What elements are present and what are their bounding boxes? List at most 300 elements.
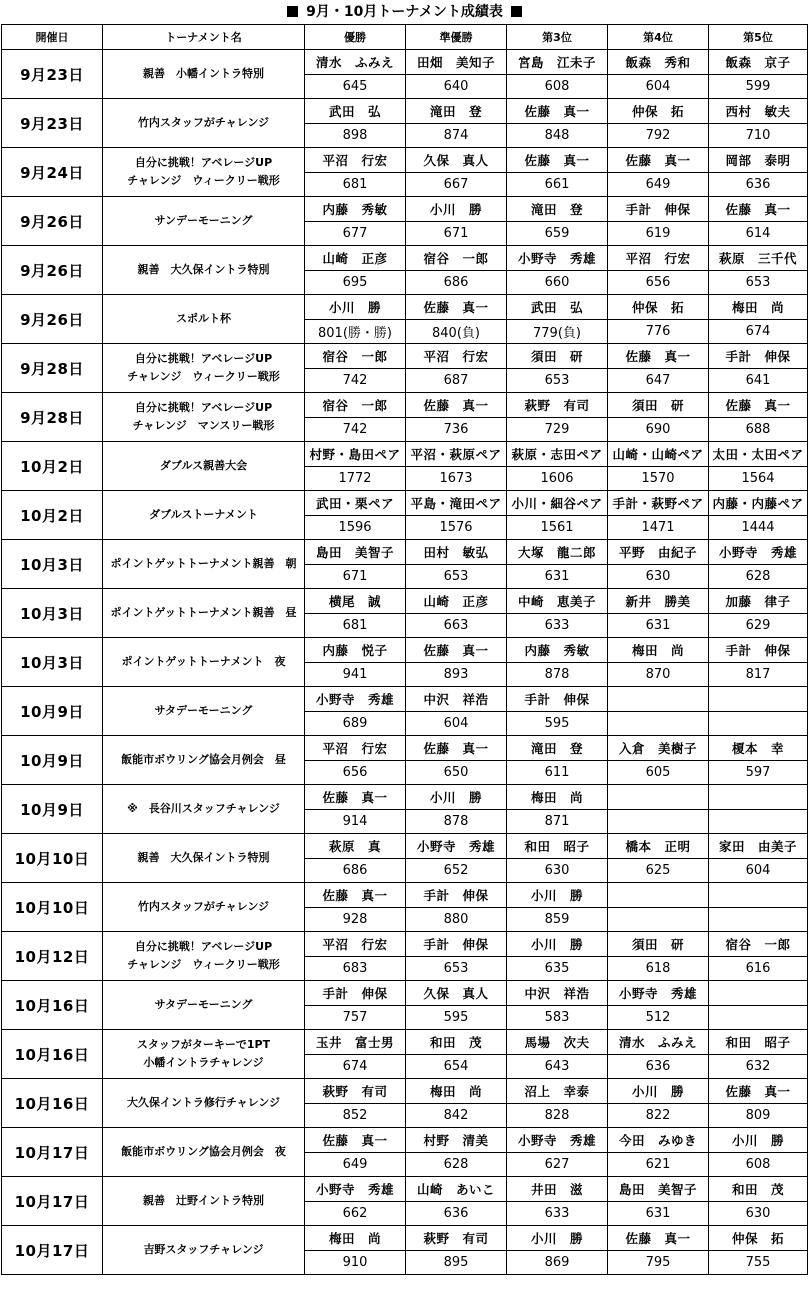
player-score: 628 xyxy=(709,565,808,589)
player-name: 萩野 有司 xyxy=(406,1226,507,1251)
player-score: 674 xyxy=(305,1055,406,1079)
player-score: 677 xyxy=(305,222,406,246)
player-score: 654 xyxy=(406,1055,507,1079)
player-name: 中沢 祥浩 xyxy=(507,981,608,1006)
event-date: 9月24日 xyxy=(2,148,103,197)
player-name: 佐藤 真一 xyxy=(406,638,507,663)
tournament-name-line: 親善 大久保イントラ特別 xyxy=(137,263,270,276)
player-name: 武田 弘 xyxy=(507,295,608,320)
player-score: 611 xyxy=(507,761,608,785)
player-score: 630 xyxy=(608,565,709,589)
player-score: 667 xyxy=(406,173,507,197)
player-score: 649 xyxy=(305,1153,406,1177)
player-score xyxy=(709,1006,808,1030)
player-name: 佐藤 真一 xyxy=(709,197,808,222)
tournament-name-line: ポイントゲットトーナメント親善 朝 xyxy=(110,557,297,570)
player-name: 佐藤 真一 xyxy=(305,785,406,810)
table-row xyxy=(2,148,808,173)
header-tournament: トーナメント名 xyxy=(103,25,305,50)
tournament-name xyxy=(103,1030,305,1079)
tournament-name xyxy=(103,1079,305,1128)
player-score: 650 xyxy=(406,761,507,785)
player-name: 梅田 尚 xyxy=(507,785,608,810)
player-name: 宿谷 一郎 xyxy=(406,246,507,271)
player-score: 649 xyxy=(608,173,709,197)
player-score: 878 xyxy=(406,810,507,834)
tournament-name xyxy=(103,981,305,1030)
player-name: 萩野 有司 xyxy=(507,393,608,418)
event-date: 9月26日 xyxy=(2,197,103,246)
player-name: 手計 伸保 xyxy=(406,932,507,957)
player-name xyxy=(608,883,709,908)
player-name: 内藤・内藤ペア xyxy=(709,491,808,516)
tournament-name xyxy=(103,736,305,785)
table-row xyxy=(2,1030,808,1055)
table-row xyxy=(2,589,808,614)
player-score: 690 xyxy=(608,418,709,442)
event-date: 9月26日 xyxy=(2,246,103,295)
player-name: 佐藤 真一 xyxy=(406,295,507,320)
player-score: 910 xyxy=(305,1251,406,1275)
player-score: 895 xyxy=(406,1251,507,1275)
table-row xyxy=(2,99,808,124)
tournament-name xyxy=(103,197,305,246)
player-score xyxy=(608,908,709,932)
player-score: 828 xyxy=(507,1104,608,1128)
player-score: 618 xyxy=(608,957,709,981)
tournament-name-line: 自分に挑戦！アベレージUP xyxy=(134,940,273,953)
player-name: 手計 伸保 xyxy=(406,883,507,908)
player-score: 663 xyxy=(406,614,507,638)
player-score: 914 xyxy=(305,810,406,834)
player-name: 久保 真人 xyxy=(406,981,507,1006)
player-name: 小川・細谷ペア xyxy=(507,491,608,516)
tournament-name-line: ※ 長谷川スタッフチャレンジ xyxy=(127,802,280,815)
player-name: 仲保 拓 xyxy=(709,1226,808,1251)
player-score: 631 xyxy=(507,565,608,589)
square-bullet-icon xyxy=(511,6,522,17)
tournament-name xyxy=(103,246,305,295)
player-score: 683 xyxy=(305,957,406,981)
player-name: 和田 昭子 xyxy=(507,834,608,859)
player-score: 1673 xyxy=(406,467,507,491)
tournament-name-line: スポルト杯 xyxy=(176,312,231,325)
player-name: 武田 弘 xyxy=(305,99,406,124)
player-score: 645 xyxy=(305,75,406,99)
player-score: 633 xyxy=(507,614,608,638)
tournament-name-line: チャレンジ ウィークリー戦形 xyxy=(127,174,280,187)
event-date: 10月16日 xyxy=(2,981,103,1030)
player-score: 595 xyxy=(507,712,608,736)
player-score: 636 xyxy=(406,1202,507,1226)
player-name: 橋本 正明 xyxy=(608,834,709,859)
player-score: 729 xyxy=(507,418,608,442)
player-score: 1606 xyxy=(507,467,608,491)
table-row xyxy=(2,1128,808,1153)
results-table xyxy=(1,24,808,1275)
player-name: 和田 茂 xyxy=(406,1030,507,1055)
tournament-name-line: チャレンジ ウィークリー戦形 xyxy=(127,958,280,971)
player-score: 687 xyxy=(406,369,507,393)
player-name: 手計 伸保 xyxy=(709,344,808,369)
event-date: 10月9日 xyxy=(2,785,103,834)
player-name: 村野 清美 xyxy=(406,1128,507,1153)
player-score: 742 xyxy=(305,369,406,393)
tournament-name xyxy=(103,393,305,442)
player-name: 宿谷 一郎 xyxy=(305,393,406,418)
player-name: 佐藤 真一 xyxy=(608,344,709,369)
header-row xyxy=(2,25,808,50)
event-date: 10月3日 xyxy=(2,589,103,638)
player-name: 沼上 幸泰 xyxy=(507,1079,608,1104)
player-name: 清水 ふみえ xyxy=(305,50,406,75)
player-name: 滝田 登 xyxy=(507,736,608,761)
player-name: 滝田 登 xyxy=(406,99,507,124)
player-score: 630 xyxy=(709,1202,808,1226)
player-score: 656 xyxy=(305,761,406,785)
player-name: 手計 伸保 xyxy=(709,638,808,663)
table-row xyxy=(2,687,808,712)
event-date: 9月26日 xyxy=(2,295,103,344)
player-score: 869 xyxy=(507,1251,608,1275)
player-score: 710 xyxy=(709,124,808,148)
event-date: 10月3日 xyxy=(2,540,103,589)
player-name: 梅田 尚 xyxy=(608,638,709,663)
player-score: 662 xyxy=(305,1202,406,1226)
player-score: 674 xyxy=(709,320,808,344)
player-name: 小川 勝 xyxy=(709,1128,808,1153)
player-name: 佐藤 真一 xyxy=(709,393,808,418)
tournament-name xyxy=(103,834,305,883)
player-score: 636 xyxy=(608,1055,709,1079)
player-name: 萩原 三千代 xyxy=(709,246,808,271)
player-score: 641 xyxy=(709,369,808,393)
results-body xyxy=(2,50,808,1275)
table-row xyxy=(2,785,808,810)
player-name xyxy=(608,785,709,810)
player-score: 840(負) xyxy=(406,320,507,344)
player-name: 和田 茂 xyxy=(709,1177,808,1202)
header-1st: 優勝 xyxy=(305,25,406,50)
player-name: 中崎 恵美子 xyxy=(507,589,608,614)
table-row xyxy=(2,1079,808,1104)
player-name: 宮島 江未子 xyxy=(507,50,608,75)
player-name: 仲保 拓 xyxy=(608,295,709,320)
tournament-name-line: 大久保イントラ修行チャレンジ xyxy=(126,1096,281,1109)
player-name: 榎本 幸 xyxy=(709,736,808,761)
player-score: 619 xyxy=(608,222,709,246)
player-score: 809 xyxy=(709,1104,808,1128)
player-name: 入倉 美樹子 xyxy=(608,736,709,761)
tournament-name xyxy=(103,932,305,981)
tournament-name xyxy=(103,1226,305,1275)
player-score: 792 xyxy=(608,124,709,148)
table-row xyxy=(2,883,808,908)
player-name xyxy=(709,883,808,908)
player-score: 653 xyxy=(406,565,507,589)
player-name: 井田 滋 xyxy=(507,1177,608,1202)
tournament-name xyxy=(103,148,305,197)
player-score: 859 xyxy=(507,908,608,932)
player-name: 宿谷 一郎 xyxy=(709,932,808,957)
player-name: 平沼 行宏 xyxy=(305,736,406,761)
player-score: 647 xyxy=(608,369,709,393)
player-score: 871 xyxy=(507,810,608,834)
tournament-name-line: 親善 小幡イントラ特別 xyxy=(143,67,264,80)
tournament-name-line: 自分に挑戦！アベレージUP xyxy=(134,156,273,169)
player-score: 625 xyxy=(608,859,709,883)
player-name xyxy=(709,981,808,1006)
event-date: 10月9日 xyxy=(2,736,103,785)
table-row xyxy=(2,1226,808,1251)
tournament-name xyxy=(103,785,305,834)
player-score: 671 xyxy=(406,222,507,246)
square-bullet-icon xyxy=(287,6,298,17)
table-row xyxy=(2,981,808,1006)
player-name: 佐藤 真一 xyxy=(305,883,406,908)
event-date: 10月9日 xyxy=(2,687,103,736)
player-score xyxy=(709,712,808,736)
table-row xyxy=(2,393,808,418)
tournament-name-line: ポイントゲットトーナメント 夜 xyxy=(121,655,286,668)
player-score: 621 xyxy=(608,1153,709,1177)
player-name: 平沼 行宏 xyxy=(305,148,406,173)
player-score: 1561 xyxy=(507,516,608,540)
tournament-name xyxy=(103,99,305,148)
tournament-name xyxy=(103,883,305,932)
player-score: 660 xyxy=(507,271,608,295)
table-row xyxy=(2,295,808,320)
tournament-name-line: 竹内スタッフがチャレンジ xyxy=(137,900,270,913)
table-row xyxy=(2,932,808,957)
tournament-name-line: 竹内スタッフがチャレンジ xyxy=(137,116,270,129)
player-score: 632 xyxy=(709,1055,808,1079)
player-score: 688 xyxy=(709,418,808,442)
player-name: 武田・栗ペア xyxy=(305,491,406,516)
event-date: 10月16日 xyxy=(2,1030,103,1079)
tournament-name-line: サタデーモーニング xyxy=(154,998,253,1011)
player-name: 小野寺 秀雄 xyxy=(305,687,406,712)
player-name: 佐藤 真一 xyxy=(507,148,608,173)
player-name: 大塚 龍二郎 xyxy=(507,540,608,565)
player-score: 627 xyxy=(507,1153,608,1177)
tournament-name-line: 親善 辻野イントラ特別 xyxy=(143,1194,264,1207)
player-name: 手計・萩野ペア xyxy=(608,491,709,516)
tournament-name-line: サンデーモーニング xyxy=(154,214,253,227)
player-score: 776 xyxy=(608,320,709,344)
player-score xyxy=(608,810,709,834)
tournament-name-line: スタッフがターキーで1PT xyxy=(136,1038,271,1051)
player-score: 583 xyxy=(507,1006,608,1030)
player-score: 742 xyxy=(305,418,406,442)
player-score: 656 xyxy=(608,271,709,295)
player-name: 小川 勝 xyxy=(305,295,406,320)
player-score: 653 xyxy=(709,271,808,295)
event-date: 9月28日 xyxy=(2,393,103,442)
player-score: 604 xyxy=(608,75,709,99)
player-name: 平野 由紀子 xyxy=(608,540,709,565)
player-name: 飯森 京子 xyxy=(709,50,808,75)
header-2nd: 準優勝 xyxy=(406,25,507,50)
header-5th: 第5位 xyxy=(709,25,808,50)
player-name: 滝田 登 xyxy=(507,197,608,222)
header-3rd: 第3位 xyxy=(507,25,608,50)
player-score: 817 xyxy=(709,663,808,687)
player-name: 小川 勝 xyxy=(507,932,608,957)
player-name: 内藤 秀敏 xyxy=(507,638,608,663)
player-name: 須田 研 xyxy=(608,393,709,418)
tournament-name xyxy=(103,1128,305,1177)
player-score: 779(負) xyxy=(507,320,608,344)
player-name: 平島・滝田ペア xyxy=(406,491,507,516)
tournament-name xyxy=(103,442,305,491)
tournament-name xyxy=(103,687,305,736)
player-name: 萩原・志田ペア xyxy=(507,442,608,467)
player-score: 633 xyxy=(507,1202,608,1226)
player-score xyxy=(608,712,709,736)
player-score: 689 xyxy=(305,712,406,736)
player-name: 梅田 尚 xyxy=(406,1079,507,1104)
player-name: 佐藤 真一 xyxy=(406,736,507,761)
table-row xyxy=(2,246,808,271)
player-score: 653 xyxy=(406,957,507,981)
player-score: 595 xyxy=(406,1006,507,1030)
tournament-name-line: ダブルス親善大会 xyxy=(159,459,248,472)
player-score: 628 xyxy=(406,1153,507,1177)
player-score: 1564 xyxy=(709,467,808,491)
player-name: 山崎 あいこ xyxy=(406,1177,507,1202)
player-score: 1471 xyxy=(608,516,709,540)
player-score: 842 xyxy=(406,1104,507,1128)
player-name: 馬場 次夫 xyxy=(507,1030,608,1055)
player-score: 643 xyxy=(507,1055,608,1079)
player-score: 852 xyxy=(305,1104,406,1128)
player-name: 加藤 律子 xyxy=(709,589,808,614)
player-name: 佐藤 真一 xyxy=(608,1226,709,1251)
tournament-name xyxy=(103,589,305,638)
player-score: 736 xyxy=(406,418,507,442)
player-score: 635 xyxy=(507,957,608,981)
player-score: 874 xyxy=(406,124,507,148)
table-row xyxy=(2,736,808,761)
header-date: 開催日 xyxy=(2,25,103,50)
player-name: 久保 真人 xyxy=(406,148,507,173)
table-row xyxy=(2,442,808,467)
player-name: 玉井 富士男 xyxy=(305,1030,406,1055)
player-name: 山崎 正彦 xyxy=(406,589,507,614)
player-score: 629 xyxy=(709,614,808,638)
player-score: 1596 xyxy=(305,516,406,540)
player-score: 870 xyxy=(608,663,709,687)
player-score: 795 xyxy=(608,1251,709,1275)
player-score xyxy=(709,908,808,932)
event-date: 10月17日 xyxy=(2,1128,103,1177)
player-name: 佐藤 真一 xyxy=(507,99,608,124)
player-name: 小野寺 秀雄 xyxy=(406,834,507,859)
player-name: 平沼 行宏 xyxy=(305,932,406,957)
player-score: 653 xyxy=(507,369,608,393)
player-score: 605 xyxy=(608,761,709,785)
tournament-name-line: 小幡イントラチャレンジ xyxy=(143,1056,264,1069)
player-name: 須田 研 xyxy=(507,344,608,369)
player-name: 萩野 有司 xyxy=(305,1079,406,1104)
player-score: 1444 xyxy=(709,516,808,540)
player-name: 手計 伸保 xyxy=(305,981,406,1006)
player-name: 宿谷 一郎 xyxy=(305,344,406,369)
player-name: 佐藤 真一 xyxy=(709,1079,808,1104)
player-score: 941 xyxy=(305,663,406,687)
player-score: 652 xyxy=(406,859,507,883)
player-score: 512 xyxy=(608,1006,709,1030)
player-name: 中沢 祥浩 xyxy=(406,687,507,712)
player-score: 695 xyxy=(305,271,406,295)
player-score: 898 xyxy=(305,124,406,148)
tournament-name-line: 自分に挑戦！アベレージUP xyxy=(134,401,273,414)
player-name: 今田 みゆき xyxy=(608,1128,709,1153)
tournament-name xyxy=(103,295,305,344)
player-score: 755 xyxy=(709,1251,808,1275)
event-date: 10月2日 xyxy=(2,491,103,540)
player-name: 小川 勝 xyxy=(507,1226,608,1251)
player-name xyxy=(709,687,808,712)
player-score: 636 xyxy=(709,173,808,197)
player-score: 822 xyxy=(608,1104,709,1128)
player-name: 和田 昭子 xyxy=(709,1030,808,1055)
tournament-name-line: ダブルストーナメント xyxy=(149,508,258,521)
player-name: 佐藤 真一 xyxy=(305,1128,406,1153)
player-score: 757 xyxy=(305,1006,406,1030)
player-name: 小野寺 秀雄 xyxy=(507,246,608,271)
player-name: 須田 研 xyxy=(608,932,709,957)
player-name: 内藤 秀敏 xyxy=(305,197,406,222)
tournament-name xyxy=(103,540,305,589)
event-date: 10月12日 xyxy=(2,932,103,981)
event-date: 10月17日 xyxy=(2,1177,103,1226)
player-name: 小野寺 秀雄 xyxy=(305,1177,406,1202)
page-title xyxy=(0,0,809,24)
event-date: 9月23日 xyxy=(2,99,103,148)
tournament-name xyxy=(103,638,305,687)
player-name xyxy=(709,785,808,810)
tournament-name xyxy=(103,344,305,393)
player-name: 山崎・山崎ペア xyxy=(608,442,709,467)
player-name: 内藤 悦子 xyxy=(305,638,406,663)
player-name: 清水 ふみえ xyxy=(608,1030,709,1055)
player-score: 1772 xyxy=(305,467,406,491)
player-name: 手計 伸保 xyxy=(507,687,608,712)
player-name: 家田 由美子 xyxy=(709,834,808,859)
player-name: 島田 美智子 xyxy=(305,540,406,565)
player-score: 1576 xyxy=(406,516,507,540)
table-row xyxy=(2,1177,808,1202)
player-name: 西村 敏夫 xyxy=(709,99,808,124)
player-name: 横尾 誠 xyxy=(305,589,406,614)
table-row xyxy=(2,50,808,75)
player-score: 681 xyxy=(305,173,406,197)
player-name: 小川 勝 xyxy=(507,883,608,908)
player-name: 梅田 尚 xyxy=(305,1226,406,1251)
player-name: 平沼 行宏 xyxy=(406,344,507,369)
table-row xyxy=(2,491,808,516)
tournament-name-line: 吉野スタッフチャレンジ xyxy=(143,1243,264,1256)
player-name: 手計 伸保 xyxy=(608,197,709,222)
player-score: 848 xyxy=(507,124,608,148)
header-4th: 第4位 xyxy=(608,25,709,50)
player-name: 田畑 美知子 xyxy=(406,50,507,75)
player-name: 平沼・萩原ペア xyxy=(406,442,507,467)
player-name: 小野寺 秀雄 xyxy=(709,540,808,565)
player-score: 631 xyxy=(608,1202,709,1226)
